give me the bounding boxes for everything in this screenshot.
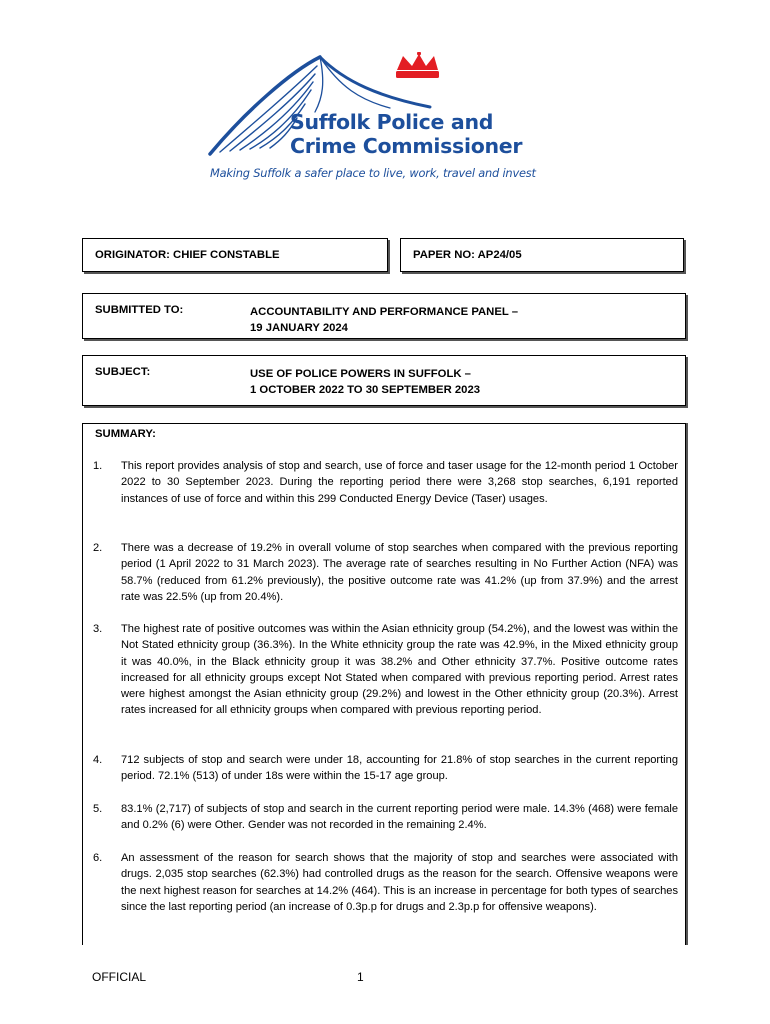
submitted-to-label: SUBMITTED TO: <box>95 304 184 316</box>
summary-item <box>93 540 678 605</box>
item-number: 3. <box>93 623 103 635</box>
originator-box <box>82 238 388 272</box>
item-text: 83.1% (2,717) of subjects of stop and search in the current reporting period were male. 14.3% (468) were female and 0.2% (6) were Other. Gender was not recorded in the remaining 2.4%. <box>121 803 678 832</box>
item-text: The highest rate of positive outcomes was within the Asian ethnicity group (54.2%), and the lowest was within the Not Stated ethnicity group (36.3%). In the White ethnicity group the rate was 42.9%, in the Mixed ethnicity group it was 40.0%, in the Black ethnicity group it was 38.2% and Other ethnicity 37.7%. Positive outcome rates increased for all ethnicity groups except Not Stated when compared with previous reporting period. Arrest rates were highest amongst the Asian ethnicity group (29.2%) and lowest in the Other ethnicity group (20.3%). Arrest rates increased for all ethnicity groups when compared with previous reporting period. <box>121 623 678 717</box>
summary-item <box>93 458 678 507</box>
item-number: 2. <box>93 542 103 554</box>
logo-tagline: Making Suffolk a safer place to live, work, travel and invest <box>210 166 536 180</box>
originator-label: ORIGINATOR: CHIEF CONSTABLE <box>95 249 280 261</box>
paper-no-label: PAPER NO: AP24/05 <box>413 249 522 261</box>
submitted-to-value <box>250 304 518 336</box>
item-text: There was a decrease of 19.2% in overall volume of stop searches when compared with the previous reporting period (1 April 2022 to 31 March 2023). The average rate of searches resulting in No Further Action (NFA) was 58.7% (reduced from 61.2% previously), the positive outcome rate was 41.2% (up from 37.9%) and the arrest rate was 22.5% (up from 20.4%). <box>121 542 678 603</box>
logo-title-line2: Crime Commissioner <box>290 134 523 158</box>
item-text: This report provides analysis of stop and search, use of force and taser usage for the 12-month period 1 October 2022 to 30 September 2023. During the reporting period there were 3,268 stop searches, 6,191 reported instances of use of force and within this 299 Conducted Energy Device (Taser) usages. <box>121 460 678 505</box>
crown-icon <box>396 52 439 78</box>
summary-item <box>93 621 678 719</box>
subject-line1: USE OF POLICE POWERS IN SUFFOLK – <box>250 368 471 380</box>
summary-heading: SUMMARY: <box>95 428 156 440</box>
submitted-to-box <box>82 293 686 339</box>
item-number: 1. <box>93 460 103 472</box>
summary-item <box>93 752 678 785</box>
logo <box>205 52 570 187</box>
footer-classification: OFFICIAL <box>92 970 147 984</box>
item-number: 4. <box>93 754 103 766</box>
summary-section <box>82 423 686 945</box>
subject-box <box>82 355 686 406</box>
subject-line2: 1 OCTOBER 2022 TO 30 SEPTEMBER 2023 <box>250 384 481 396</box>
logo-title-line1: Suffolk Police and <box>290 110 494 134</box>
summary-item <box>93 801 678 834</box>
item-number: 6. <box>93 852 103 864</box>
submitted-to-line1: ACCOUNTABILITY AND PERFORMANCE PANEL – <box>250 306 518 318</box>
item-text: 712 subjects of stop and search were under 18, accounting for 21.8% of stop searches in the current reporting period. 72.1% (513) of under 18s were within the 15-17 age group. <box>121 754 678 783</box>
summary-item <box>93 850 678 915</box>
paper-no-box <box>400 238 684 272</box>
subject-label: SUBJECT: <box>95 366 151 378</box>
subject-value <box>250 366 480 398</box>
page-number: 1 <box>357 970 364 984</box>
logo-title <box>290 110 522 158</box>
item-number: 5. <box>93 803 103 815</box>
submitted-to-line2: 19 JANUARY 2024 <box>250 322 348 334</box>
item-text: An assessment of the reason for search shows that the majority of stop and searches were associated with drugs. 2,035 stop searches (62.3%) had controlled drugs as the reason for the search. Offensive weapons were the next highest reason for searches at 14.2% (464). This is an increase in percentage for both types of searches since the last reporting period (an increase of 0.3p.p for drugs and 2.3p.p for offensive weapons). <box>121 852 678 913</box>
